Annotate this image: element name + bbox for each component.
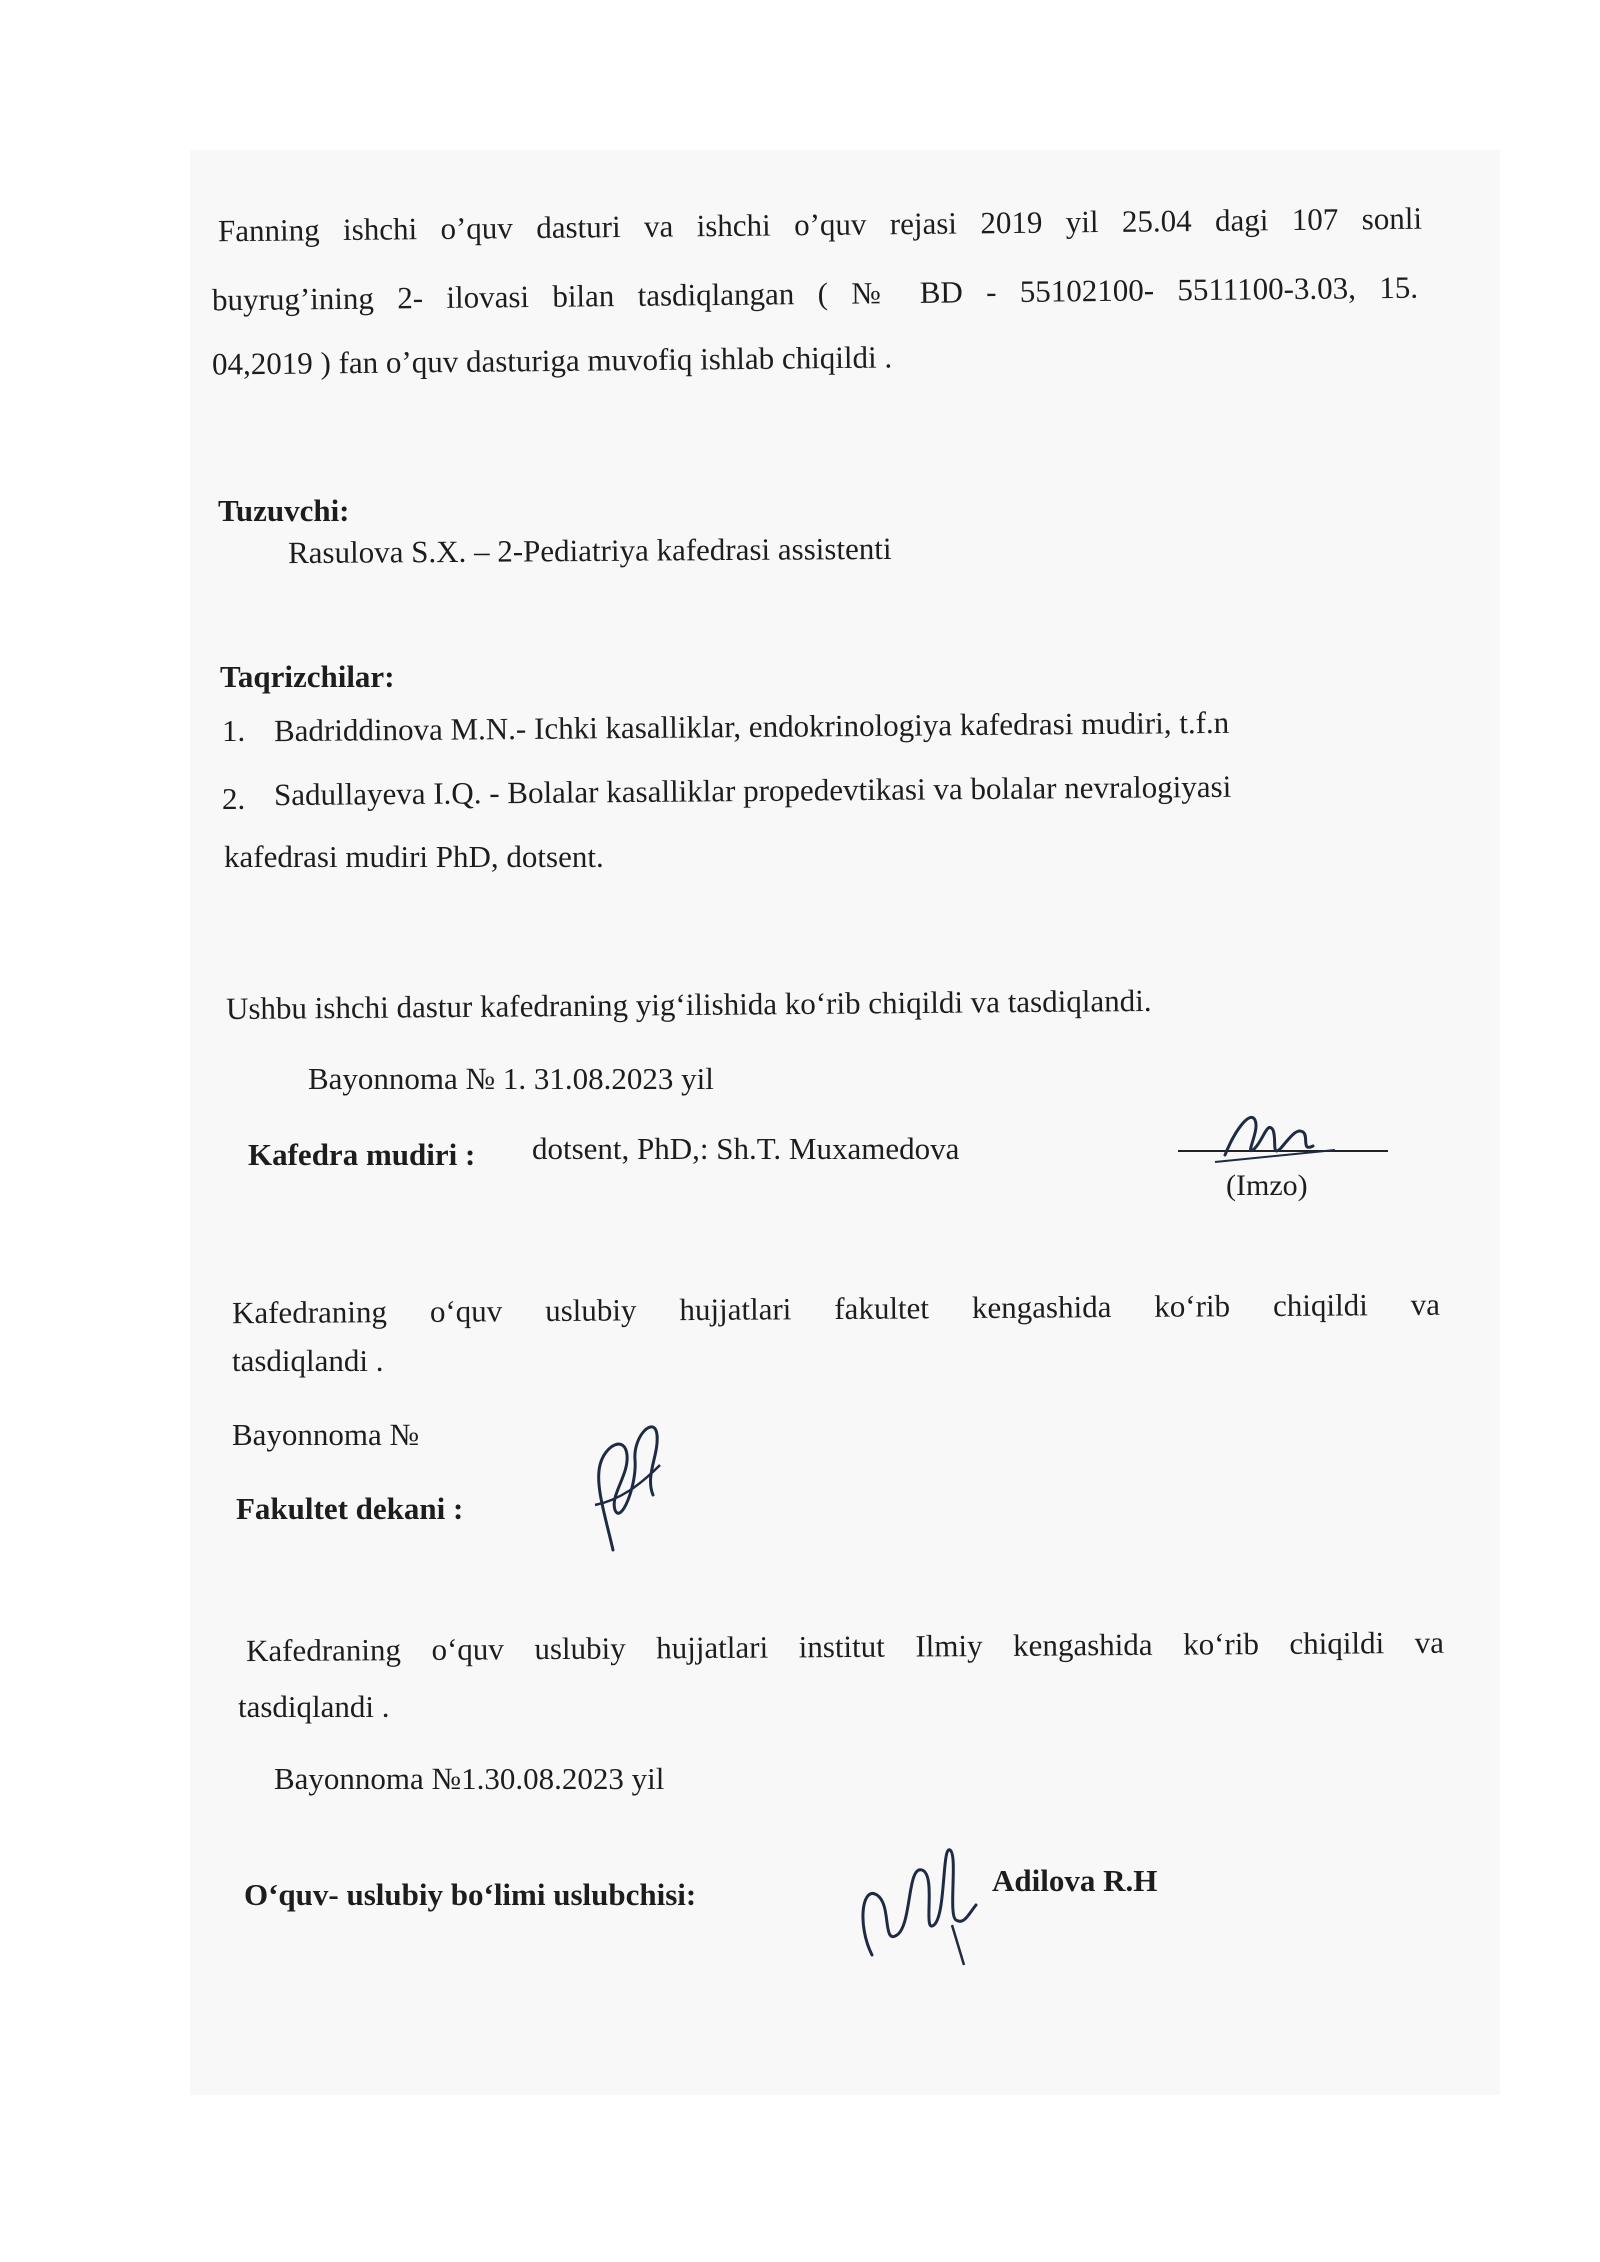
reviewer-1: Badriddinova M.N.- Ichki kasalliklar, endokrinologiya kafedrasi mudiri, t.f.n [273, 704, 1230, 749]
institute-protocol: Bayonnoma №1.30.08.2023 yil [274, 1761, 665, 1796]
faculty-statement-line-1: Kafedraning o‘quv uslubiy hujjatlari fakultet kengashida ko‘rib chiqildi va [231, 1286, 1441, 1331]
reviewer-2-continuation: kafedrasi mudiri PhD, dotsent. [224, 839, 604, 874]
institute-statement-line-1: Kafedraning o‘quv uslubiy hujjatlari institut Ilmiy kengashida ko‘rib chiqildi va [245, 1624, 1445, 1669]
department-head-label: Kafedra mudiri : [248, 1137, 476, 1172]
department-statement: Ushbu ishchi dastur kafedraning yig‘ilishida ko‘rib chiqildi va tasdiqlandi. [225, 982, 1152, 1027]
institute-statement-line-2: tasdiqlandi . [238, 1689, 390, 1724]
faculty-protocol: Bayonnoma № [232, 1417, 420, 1452]
signature-dean-icon [565, 1405, 675, 1555]
reviewer-2-number: 2. [222, 781, 246, 816]
methodist-label: O‘quv- uslubiy bo‘limi uslubchisi: [244, 1877, 697, 1912]
intro-line-2: buyrug’ining 2- ilovasi bilan tasdiqlangan ( № BD - 55102100- 5511100-3.03, 15. [211, 269, 1419, 318]
department-protocol: Bayonnoma № 1. 31.08.2023 yil [308, 1061, 714, 1096]
author-heading: Tuzuvchi: [218, 493, 350, 528]
methodist-name: Adilova R.H [992, 1863, 1158, 1898]
reviewer-1-number: 1. [222, 713, 246, 748]
signature-caption: (Imzo) [1226, 1169, 1308, 1202]
reviewer-2: Sadullayeva I.Q. - Bolalar kasalliklar propedevtikasi va bolalar nevralogiyasi [273, 768, 1232, 813]
faculty-dean-label: Fakultet dekani : [236, 1491, 464, 1526]
intro-line-3: 04,2019 ) fan o’quv dasturiga muvofiq ishlab chiqildi . [211, 339, 893, 382]
reviewers-heading: Taqrizchilar: [220, 659, 395, 694]
faculty-statement-line-2: tasdiqlandi . [232, 1343, 384, 1378]
signature-methodist-icon [852, 1825, 982, 1975]
department-head-name: dotsent, PhD,: Sh.T. Muxamedova [532, 1131, 960, 1166]
intro-line-1: Fanning ishchi o’quv dasturi va ishchi o’quv rejasi 2019 yil 25.04 dagi 107 sonli [217, 200, 1423, 249]
author-name: Rasulova S.X. – 2-Pediatriya kafedrasi assistenti [287, 530, 892, 571]
